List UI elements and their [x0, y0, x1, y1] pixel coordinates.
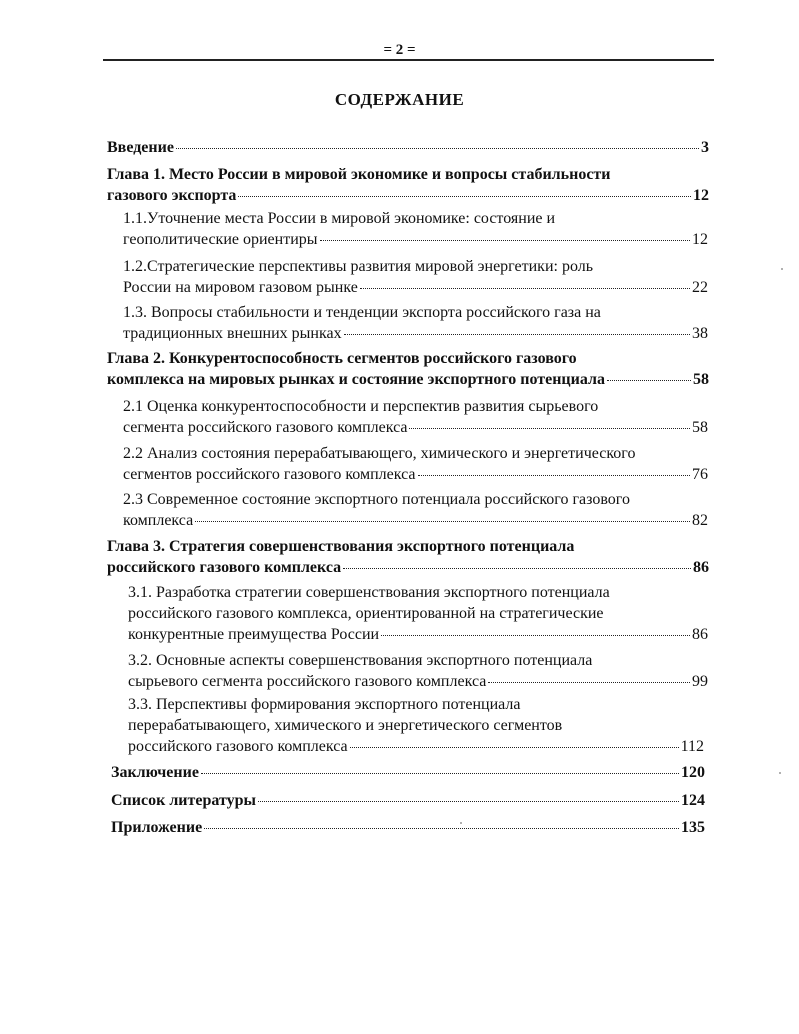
dot-leader — [488, 682, 690, 683]
dot-leader — [320, 240, 690, 241]
dot-leader — [360, 288, 690, 289]
toc-page-number: 12 — [692, 231, 708, 248]
toc-entry-text: традиционных внешних рынках — [123, 325, 342, 342]
toc-entry-text: 1.1.Уточнение места России в мировой экономике: состояние и — [123, 210, 556, 227]
toc-entry-text: 2.2 Анализ состояния перерабатывающего, химического и энергетического — [123, 445, 636, 462]
toc-entry-appendix[interactable] — [111, 817, 705, 838]
toc-entry-section-2-3[interactable] — [123, 489, 708, 531]
toc-page-number: 86 — [693, 559, 709, 576]
toc-page-number: 135 — [681, 819, 705, 836]
toc-entry-line — [111, 790, 705, 811]
toc-entry-section-3-2[interactable] — [128, 650, 708, 692]
toc-entry-text: сырьевого сегмента российского газового комплекса — [128, 673, 487, 690]
toc-page-number: 120 — [681, 764, 705, 781]
toc-entry-line — [128, 671, 708, 692]
toc-entry-line — [123, 277, 708, 298]
dot-leader — [607, 380, 691, 381]
toc-entry-text: сегмента российского газового комплекса — [123, 419, 408, 436]
dot-leader — [258, 801, 679, 802]
scan-speck — [779, 772, 781, 774]
toc-entry-text: Введение — [107, 139, 174, 156]
dot-leader — [418, 475, 690, 476]
toc-entry-text: Глава 2. Конкурентоспособность сегментов российского газового — [107, 350, 577, 367]
toc-entry-introduction[interactable] — [107, 137, 709, 158]
dot-leader — [195, 521, 690, 522]
toc-page-number: 112 — [680, 738, 704, 755]
toc-page-number: 12 — [693, 187, 709, 204]
toc-entry-section-2-2[interactable] — [123, 443, 708, 485]
toc-entry-text: газового экспорта — [107, 187, 237, 204]
toc-entry-line — [128, 736, 704, 757]
toc-entry-text: 1.3. Вопросы стабильности и тенденции экспорта российского газа на — [123, 304, 601, 321]
toc-entry-text: Заключение — [111, 764, 199, 781]
dot-leader — [176, 148, 699, 149]
toc-entry-line — [128, 624, 708, 645]
toc-entry-line — [107, 137, 709, 158]
dot-leader — [204, 828, 679, 829]
toc-page-number: 82 — [692, 512, 708, 529]
toc-entry-text: российского газового комплекса — [128, 738, 348, 755]
toc-page-number: 58 — [693, 371, 709, 388]
toc-entry-line — [111, 762, 705, 783]
toc-page-number: 99 — [692, 673, 708, 690]
toc-entry-chapter-1[interactable] — [107, 164, 709, 206]
dot-leader — [238, 196, 691, 197]
toc-page-number: 58 — [692, 419, 708, 436]
toc-entry-line — [123, 510, 708, 531]
toc-page-number: 22 — [692, 279, 708, 296]
dot-leader — [350, 747, 679, 748]
toc-entry-line — [123, 417, 708, 438]
toc-page-number: 76 — [692, 466, 708, 483]
toc-entry-text: Глава 1. Место России в мировой экономике и вопросы стабильности — [107, 166, 611, 183]
toc-entry-text: 3.2. Основные аспекты совершенствования экспортного потенциала — [128, 652, 593, 669]
toc-entry-text: комплекса на мировых рынках и состояние экспортного потенциала — [107, 371, 605, 388]
toc-entry-line — [107, 185, 709, 206]
toc-entry-text: перерабатывающего, химического и энергетического сегментов — [128, 717, 563, 734]
toc-page-number: 124 — [681, 792, 705, 809]
toc-entry-text: Глава 3. Стратегия совершенствования экспортного потенциала — [107, 538, 575, 555]
page-number: = 2 = — [383, 42, 416, 58]
toc-entry-text: российского газового комплекса — [107, 559, 342, 576]
toc-entry-section-1-2[interactable] — [123, 256, 708, 298]
toc-entry-text: 2.1 Оценка конкурентоспособности и перспектив развития сырьевого — [123, 398, 599, 415]
dot-leader — [381, 635, 690, 636]
dot-leader — [343, 568, 691, 569]
toc-entry-line — [107, 557, 709, 578]
toc-entry-line — [123, 464, 708, 485]
toc-entry-chapter-2[interactable] — [107, 348, 709, 390]
toc-entry-line — [123, 229, 708, 250]
toc-entry-text: 3.3. Перспективы формирования экспортного потенциала — [128, 696, 521, 713]
toc-entry-text: 3.1. Разработка стратегии совершенствования экспортного потенциала — [128, 584, 610, 601]
toc-entry-bibliography[interactable] — [111, 790, 705, 811]
dot-leader — [409, 428, 690, 429]
toc-entry-section-3-3[interactable] — [128, 694, 704, 757]
toc-entry-text: России на мировом газовом рынке — [123, 279, 358, 296]
toc-entry-chapter-3[interactable] — [107, 536, 709, 578]
toc-entry-section-1-1[interactable] — [123, 208, 708, 250]
toc-entry-line — [107, 369, 709, 390]
toc-entry-line — [111, 817, 705, 838]
toc-entry-text: сегментов российского газового комплекса — [123, 466, 416, 483]
toc-page-number: 86 — [692, 626, 708, 643]
toc-entry-text: комплекса — [123, 512, 194, 529]
toc-entry-text: геополитические ориентиры — [123, 231, 318, 248]
scan-speck — [781, 268, 783, 270]
toc-entry-text: 2.3 Современное состояние экспортного потенциала российского газового — [123, 491, 630, 508]
toc-entry-line — [123, 323, 708, 344]
toc-page-number: 3 — [701, 139, 709, 156]
scan-speck — [460, 822, 462, 824]
dot-leader — [201, 773, 679, 774]
dot-leader — [344, 334, 690, 335]
toc-entry-text: российского газового комплекса, ориентированной на стратегические — [128, 605, 604, 622]
toc-page-number: 38 — [692, 325, 708, 342]
toc-entry-text: 1.2.Стратегические перспективы развития мировой энергетики: роль — [123, 258, 594, 275]
toc-entry-text: Приложение — [111, 819, 203, 836]
toc-entry-section-3-1[interactable] — [128, 582, 708, 645]
toc-entry-conclusion[interactable] — [111, 762, 705, 783]
toc-entry-text: конкурентные преимущества России — [128, 626, 380, 643]
toc-entry-section-2-1[interactable] — [123, 396, 708, 438]
toc-entry-text: Список литературы — [111, 792, 256, 809]
toc-title: СОДЕРЖАНИЕ — [334, 90, 465, 109]
toc-entry-section-1-3[interactable] — [123, 302, 708, 344]
